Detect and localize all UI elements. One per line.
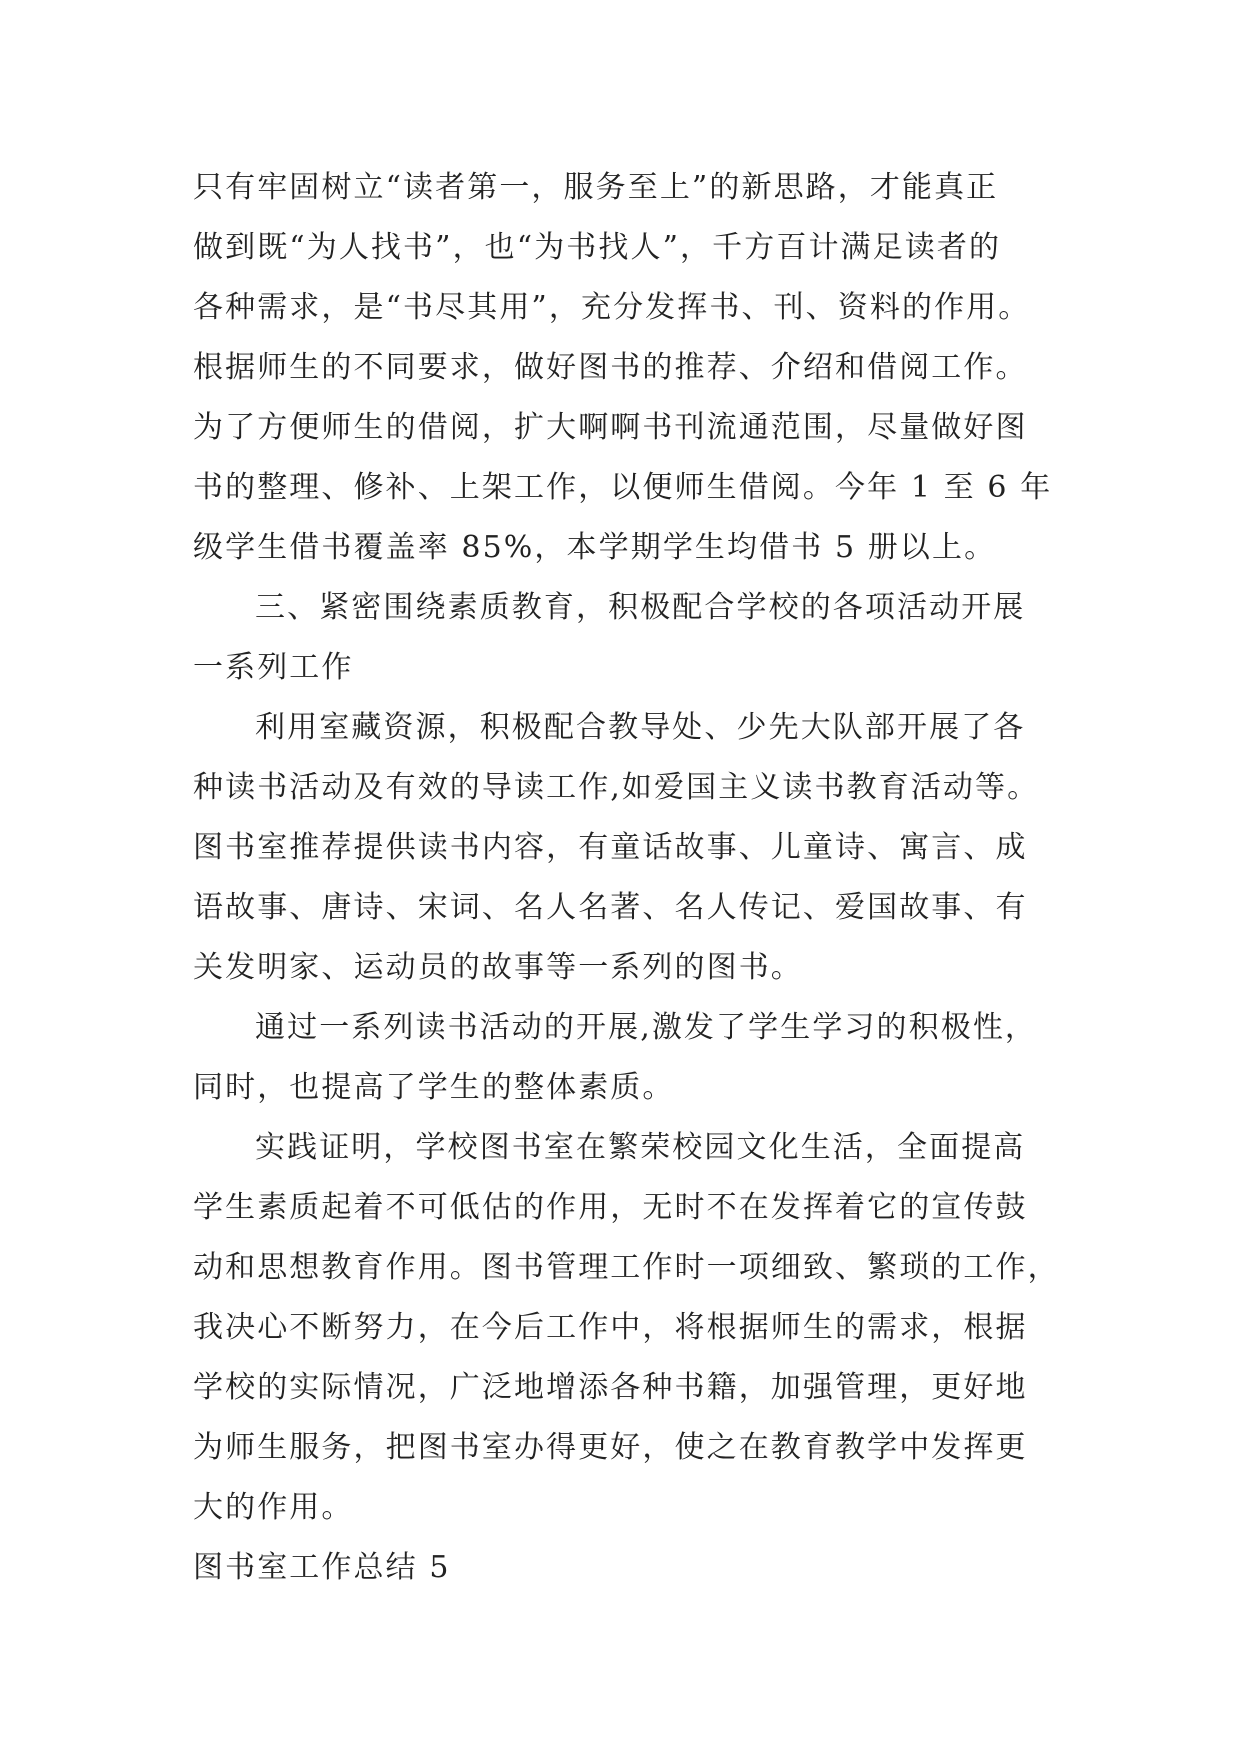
- text-line: 语故事、唐诗、宋词、名人名著、名人传记、爱国故事、有: [193, 890, 1028, 925]
- text-line: 大的作用。: [193, 1490, 354, 1525]
- text-line: 我决心不断努力，在今后工作中，将根据师生的需求，根据: [193, 1310, 1028, 1345]
- text-line: 图书室推荐提供读书内容，有童话故事、儿童诗、寓言、成: [193, 830, 1028, 865]
- text-line: 做到既“为人找书”，也“为书找人”，千方百计满足读者的: [193, 230, 1002, 265]
- paragraph-start: 通过一系列读书活动的开展,激发了学生学习的积极性，: [255, 1010, 1038, 1045]
- text-line: 学校的实际情况，广泛地增添各种书籍，加强管理，更好地: [193, 1370, 1028, 1405]
- paragraph-start: 实践证明，学校图书室在繁荣校园文化生活，全面提高: [255, 1130, 1026, 1165]
- document-body: [193, 158, 1060, 1598]
- paragraph-start: 利用室藏资源，积极配合教导处、少先大队部开展了各: [255, 710, 1026, 745]
- section-heading: 三、紧密围绕素质教育，积极配合学校的各项活动开展: [255, 590, 1026, 625]
- section-heading-continued: 一系列工作: [193, 650, 354, 685]
- text-line: 只有牢固树立“读者第一，服务至上”的新思路，才能真正: [193, 170, 999, 205]
- text-line: 为了方便师生的借阅，扩大啊啊书刊流通范围，尽量做好图: [193, 410, 1028, 445]
- text-line: 级学生借书覆盖率 85%，本学期学生均借书 5 册以上。: [193, 530, 997, 565]
- text-line: 动和思想教育作用。图书管理工作时一项细致、繁琐的工作，: [193, 1250, 1060, 1285]
- next-section-title: 图书室工作总结 5: [193, 1550, 451, 1585]
- text-line: 关发明家、运动员的故事等一系列的图书。: [193, 950, 803, 985]
- text-line: 各种需求，是“书尽其用”，充分发挥书、刊、资料的作用。: [193, 290, 1031, 325]
- text-line: 为师生服务，把图书室办得更好，使之在教育教学中发挥更: [193, 1430, 1028, 1465]
- text-line: 同时，也提高了学生的整体素质。: [193, 1070, 675, 1105]
- text-line: 学生素质起着不可低估的作用，无时不在发挥着它的宣传鼓: [193, 1190, 1028, 1225]
- text-line: 根据师生的不同要求，做好图书的推荐、介绍和借阅工作。: [193, 350, 1028, 385]
- text-line: 种读书活动及有效的导读工作,如爱国主义读书教育活动等。: [193, 770, 1040, 805]
- text-line: 书的整理、修补、上架工作，以便师生借阅。今年 1 至 6 年: [193, 470, 1053, 505]
